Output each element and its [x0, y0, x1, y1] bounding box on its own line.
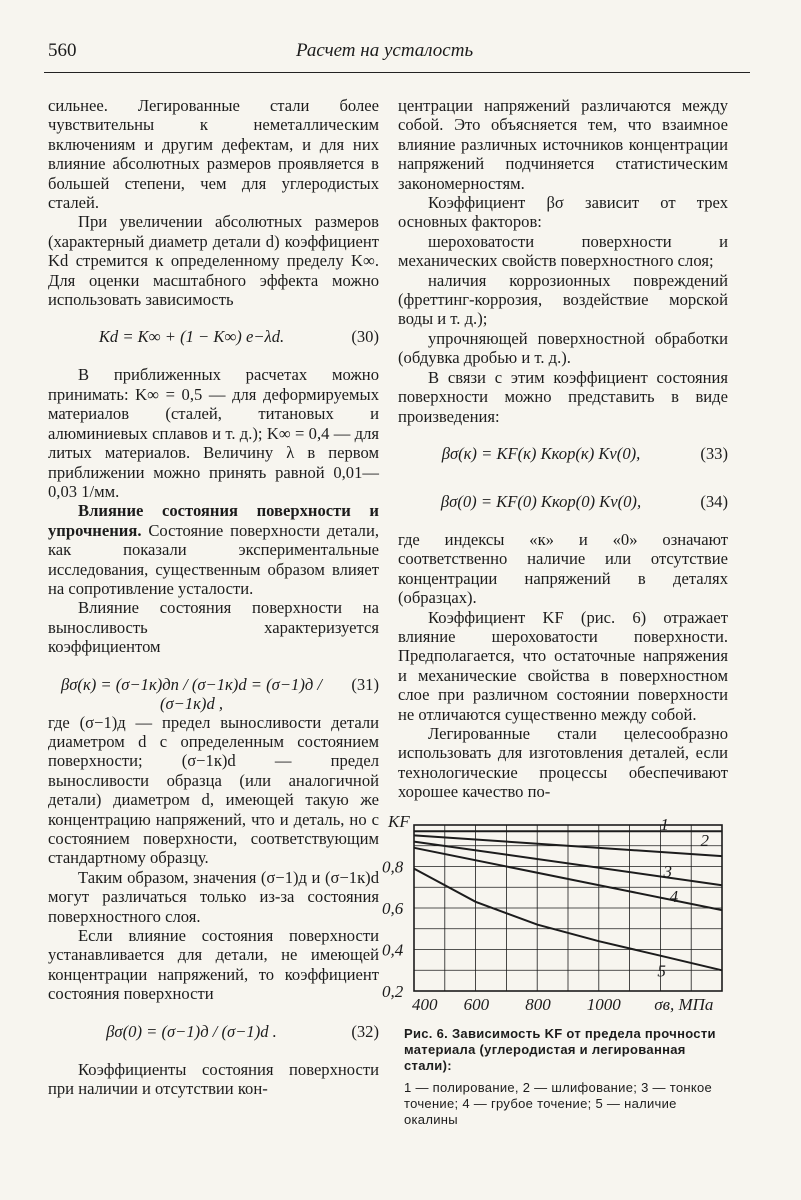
equation-30	[48, 317, 379, 357]
y-axis-label: KF	[388, 812, 410, 831]
paragraph: сильнее. Легированные стали более чувствительны к неметаллическим включениям и другим дефектам, и для них влияние абсолютных размеров проявляется в большей степени, чем для углеродистых сталей.	[48, 96, 379, 213]
running-header: Расчет на усталость	[296, 40, 474, 61]
equation-body: βσ(к) = KF(к) Kкор(к) Kv(0),	[441, 443, 641, 463]
series-label-3: 3	[663, 861, 672, 881]
paragraph: В связи с этим коэффициент состояния поверхности можно представить в виде произведения:	[398, 367, 728, 426]
x-tick-label: 800	[525, 995, 551, 1014]
figure-6-chart	[376, 808, 736, 1026]
paragraph: Легированные стали целесообразно использовать для изготовления деталей, если технологические процессы обеспечивают хорошее качество по-	[398, 723, 728, 802]
paragraph: В приближенных расчетах можно принимать: K∞ = 0,5 — для деформируемых материалов (сталей, титановых и алюминиевых сплавов и т. д.); K∞ = 0,4 — для литых материалов. Величину λ в первом приближении можно принять равной 0,01—0,03 1/мм.	[48, 365, 379, 501]
paragraph: Таким образом, значения (σ−1)д и (σ−1к)d могут различаться только из-за состояния поверхностного слоя.	[48, 867, 379, 926]
equation-34	[398, 482, 728, 522]
equation-body: Kd = K∞ + (1 − K∞) e−λd.	[98, 327, 285, 347]
paragraph: центрации напряжений различаются между собой. Это объясняется тем, что взаимное влияние различных источников концентрации напряжений подчиняется статистическим закономерностям.	[398, 96, 728, 193]
equation-number: (34)	[700, 491, 728, 511]
y-tick-label: 0,6	[382, 899, 404, 918]
y-tick-label: 0,4	[382, 940, 404, 960]
list-item: шероховатости поверхности и механических свойств поверхностного слоя;	[398, 231, 728, 271]
series-label-2: 2	[700, 830, 709, 850]
page-number: 560	[48, 40, 77, 61]
series-label-1: 1	[660, 815, 669, 835]
equation-body: βσ(0) = KF(0) Kкор(0) Kv(0),	[440, 491, 642, 511]
series-label-5: 5	[657, 961, 666, 981]
equation-body: βσ(к) = (σ−1к)дп / (σ−1к)d = (σ−1)д / (σ−1к)d ,	[60, 674, 322, 713]
section-heading: Влияние состояния поверхности и упрочнения.	[48, 501, 379, 540]
figure-caption	[404, 1026, 734, 1128]
series-label-4: 4	[669, 886, 679, 906]
equation-body: βσ(0) = (σ−1)д / (σ−1)d .	[106, 1021, 277, 1041]
paragraph: Влияние состояния поверхности на выносливость характеризуется коэффициентом	[48, 598, 379, 657]
chart-grid	[414, 825, 722, 991]
equation-31	[48, 665, 379, 713]
paragraph: где индексы «к» и «0» означают соответственно наличие или отсутствие концентрации напряжений в деталях (образцах).	[398, 529, 728, 608]
y-tick-label: 0,8	[382, 857, 404, 877]
equation-32	[48, 1012, 379, 1052]
list-item: упрочняющей поверхностной обработки (обдувка дробью и т. д.).	[398, 328, 728, 368]
equation-number: (32)	[351, 1021, 379, 1041]
header-rule	[44, 72, 750, 73]
list-item: наличия коррозионных повреждений (фреттинг-коррозия, воздействие морской воды и т. д.);	[398, 270, 728, 329]
equation-number: (33)	[700, 443, 728, 463]
paragraph: Коэффициенты состояния поверхности при наличии и отсутствии кон-	[48, 1059, 379, 1099]
paragraph: где (σ−1)д — предел выносливости детали диаметром d с определенным состоянием поверхности; (σ−1к)d — предел выносливости образца (или аналогичной детали) диаметром d, имеющей такую же концентрацию напряжений, что и деталь, но с состоянием поверхности, соответствующим стандартному образцу.	[48, 712, 379, 868]
x-tick-label: 1000	[586, 995, 621, 1014]
x-axis-label: σв, МПа	[654, 995, 714, 1014]
equation-33	[398, 434, 728, 474]
chart-labels	[387, 812, 713, 1014]
paragraph: Коэффициент βσ зависит от трех основных факторов:	[398, 193, 728, 232]
x-tick-label: 400	[412, 995, 438, 1014]
paragraph: Если влияние состояния поверхности устанавливается для детали, не имеющей концентрации напряжений, то коэффициент состояния поверхности	[48, 926, 379, 1004]
right-column	[398, 96, 728, 802]
caption-legend: 1 — полирование, 2 — шлифование; 3 — тонкое точение; 4 — грубое точение; 5 — наличие окалины	[404, 1080, 713, 1127]
paragraph: При увеличении абсолютных размеров (характерный диаметр детали d) коэффициент Kd стремится к определенному пределу K∞. Для оценки масштабного эффекта можно использовать зависимость	[48, 212, 379, 310]
y-tick-label: 0,2	[382, 982, 404, 1001]
equation-number: (31)	[351, 674, 379, 694]
caption-title: Рис. 6. Зависимость KF от предела прочности материала (углеродистая и легированная стали):	[404, 1026, 716, 1073]
paragraph: Состояние поверхности детали, как показали экспериментальные исследования, существенным образом влияет на сопротивление усталости.	[48, 520, 379, 598]
left-column	[48, 96, 379, 1098]
paragraph: Коэффициент KF (рис. 6) отражает влияние шероховатости поверхности. Предполагается, что остаточные напряжения и механические свойства в поверхностном слое при различном состоянии поверхности не отличаются существенно между собой.	[398, 607, 728, 724]
x-tick-label: 600	[463, 995, 490, 1014]
equation-number: (30)	[351, 327, 379, 347]
